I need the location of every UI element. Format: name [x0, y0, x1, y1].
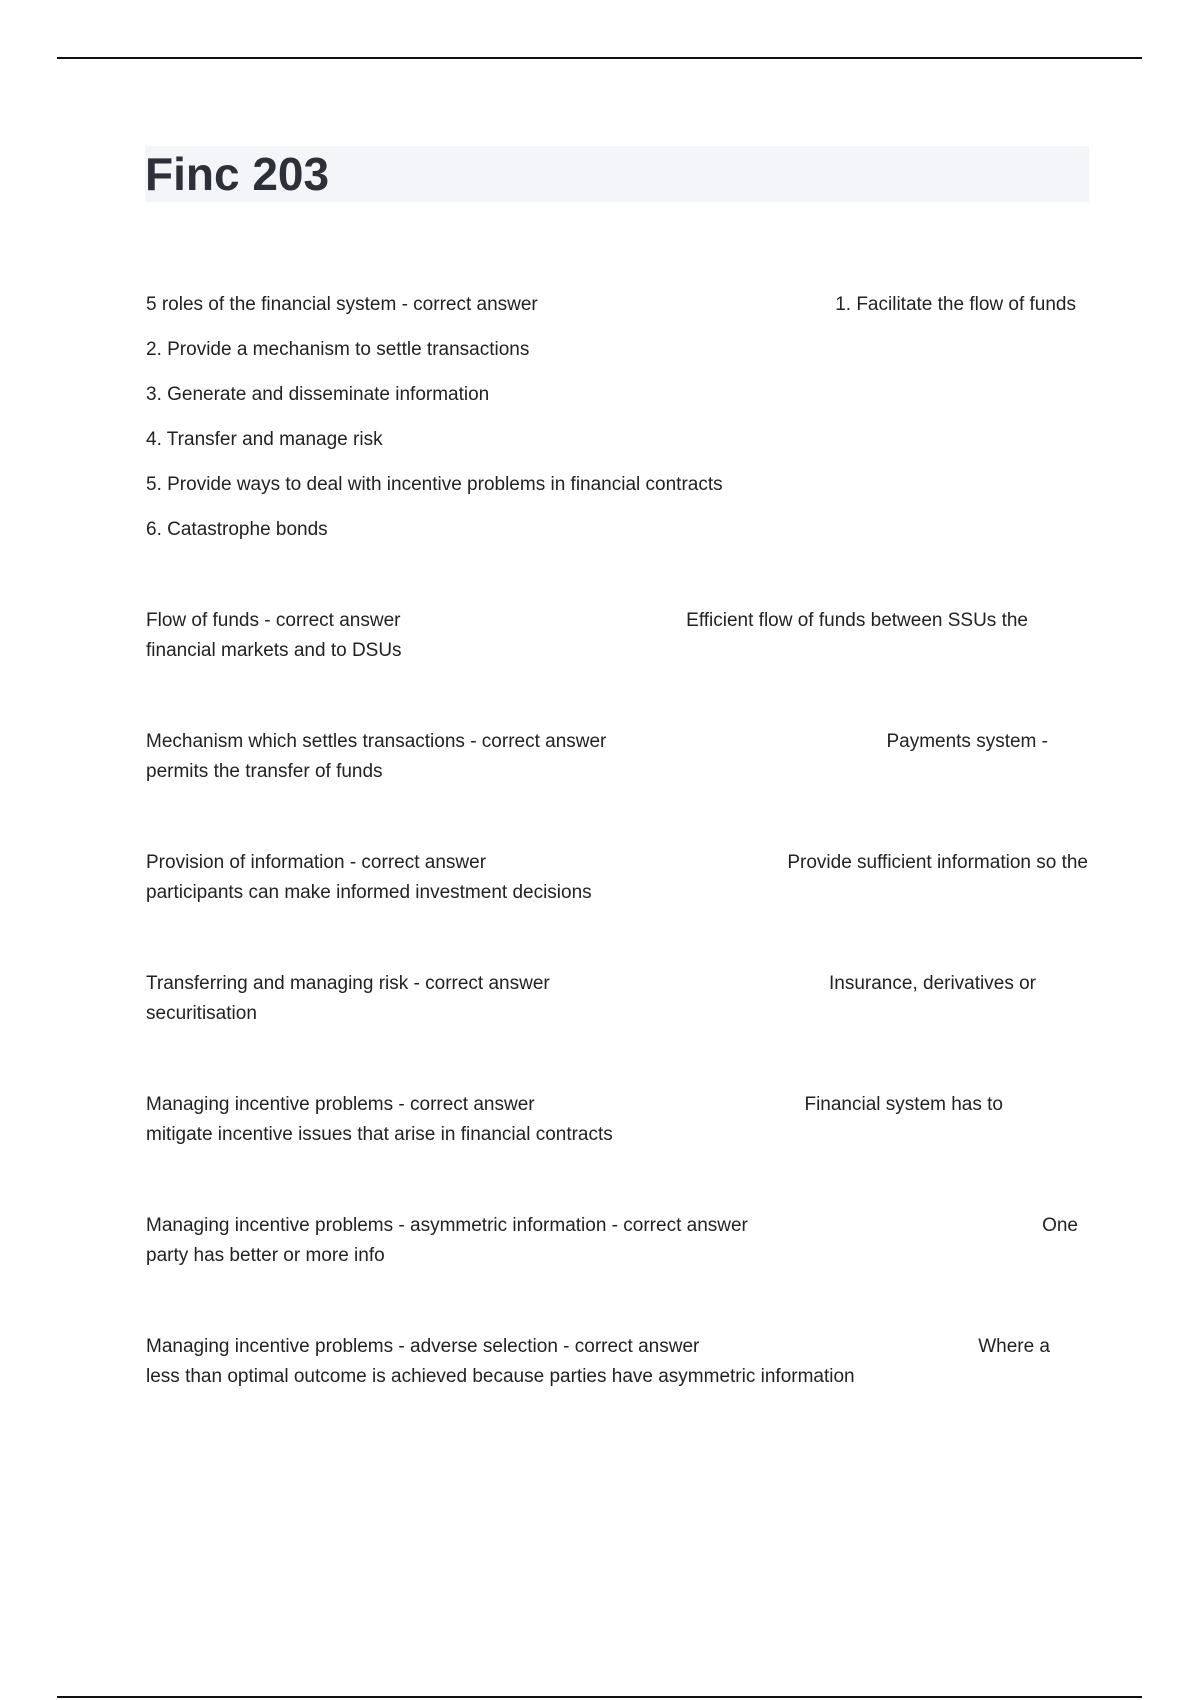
question-text: Provision of information - correct answer	[146, 852, 487, 873]
answer-text: 1. Facilitate the flow of funds	[835, 294, 1076, 315]
flashcard	[146, 1332, 1088, 1392]
question-text: 5 roles of the financial system - correct answer	[146, 294, 538, 315]
flashcard-first-line	[146, 606, 1088, 636]
answer-text: Efficient flow of funds between SSUs the	[686, 610, 1028, 631]
flashcard	[146, 727, 1088, 787]
flashcard-first-line	[146, 848, 1088, 878]
top-rule	[57, 57, 1142, 59]
flashcard-first-line	[146, 969, 1088, 999]
question-text: Flow of funds - correct answer	[146, 610, 401, 631]
question-text: Transferring and managing risk - correct answer	[146, 973, 550, 994]
answer-continuation: permits the transfer of funds	[146, 761, 383, 782]
flashcard	[146, 290, 1088, 545]
flashcard-first-line	[146, 1332, 1088, 1362]
answer-text: One	[1042, 1215, 1078, 1236]
flashcard-first-line	[146, 727, 1088, 757]
answer-continuation: participants can make informed investment decisions	[146, 882, 592, 903]
question-text: Managing incentive problems - asymmetric information - correct answer	[146, 1215, 748, 1236]
flashcard	[146, 848, 1088, 908]
answer-continuation: party has better or more info	[146, 1245, 385, 1266]
answer-text: Where a	[978, 1336, 1050, 1357]
answer-continuation: mitigate incentive issues that arise in financial contracts	[146, 1124, 613, 1145]
list-item: 3. Generate and disseminate information	[146, 384, 490, 405]
flashcard	[146, 606, 1088, 666]
list-item: 5. Provide ways to deal with incentive problems in financial contracts	[146, 474, 723, 495]
question-text: Mechanism which settles transactions - correct answer	[146, 731, 607, 752]
answer-continuation: less than optimal outcome is achieved because parties have asymmetric information	[146, 1366, 855, 1387]
answer-continuation: financial markets and to DSUs	[146, 640, 402, 661]
flashcard-first-line	[146, 1090, 1088, 1120]
flashcard	[146, 1211, 1088, 1271]
answer-text: Payments system -	[886, 731, 1048, 752]
question-text: Managing incentive problems - correct answer	[146, 1094, 535, 1115]
flashcard	[146, 1090, 1088, 1150]
list-item: 6. Catastrophe bonds	[146, 519, 328, 540]
title-banner	[145, 146, 1089, 202]
flashcard-list	[146, 290, 1088, 1392]
page-title: Finc 203	[145, 148, 330, 200]
list-item: 2. Provide a mechanism to settle transactions	[146, 339, 530, 360]
bottom-rule	[57, 1696, 1142, 1698]
flashcard-first-line	[146, 1211, 1088, 1241]
list-item: 4. Transfer and manage risk	[146, 429, 383, 450]
question-text: Managing incentive problems - adverse selection - correct answer	[146, 1336, 700, 1357]
flashcard	[146, 969, 1088, 1029]
answer-text: Financial system has to	[804, 1094, 1003, 1115]
answer-continuation: securitisation	[146, 1003, 257, 1024]
answer-text: Insurance, derivatives or	[829, 973, 1036, 994]
answer-text: Provide sufficient information so the	[787, 852, 1088, 873]
flashcard-first-line	[146, 290, 1088, 320]
